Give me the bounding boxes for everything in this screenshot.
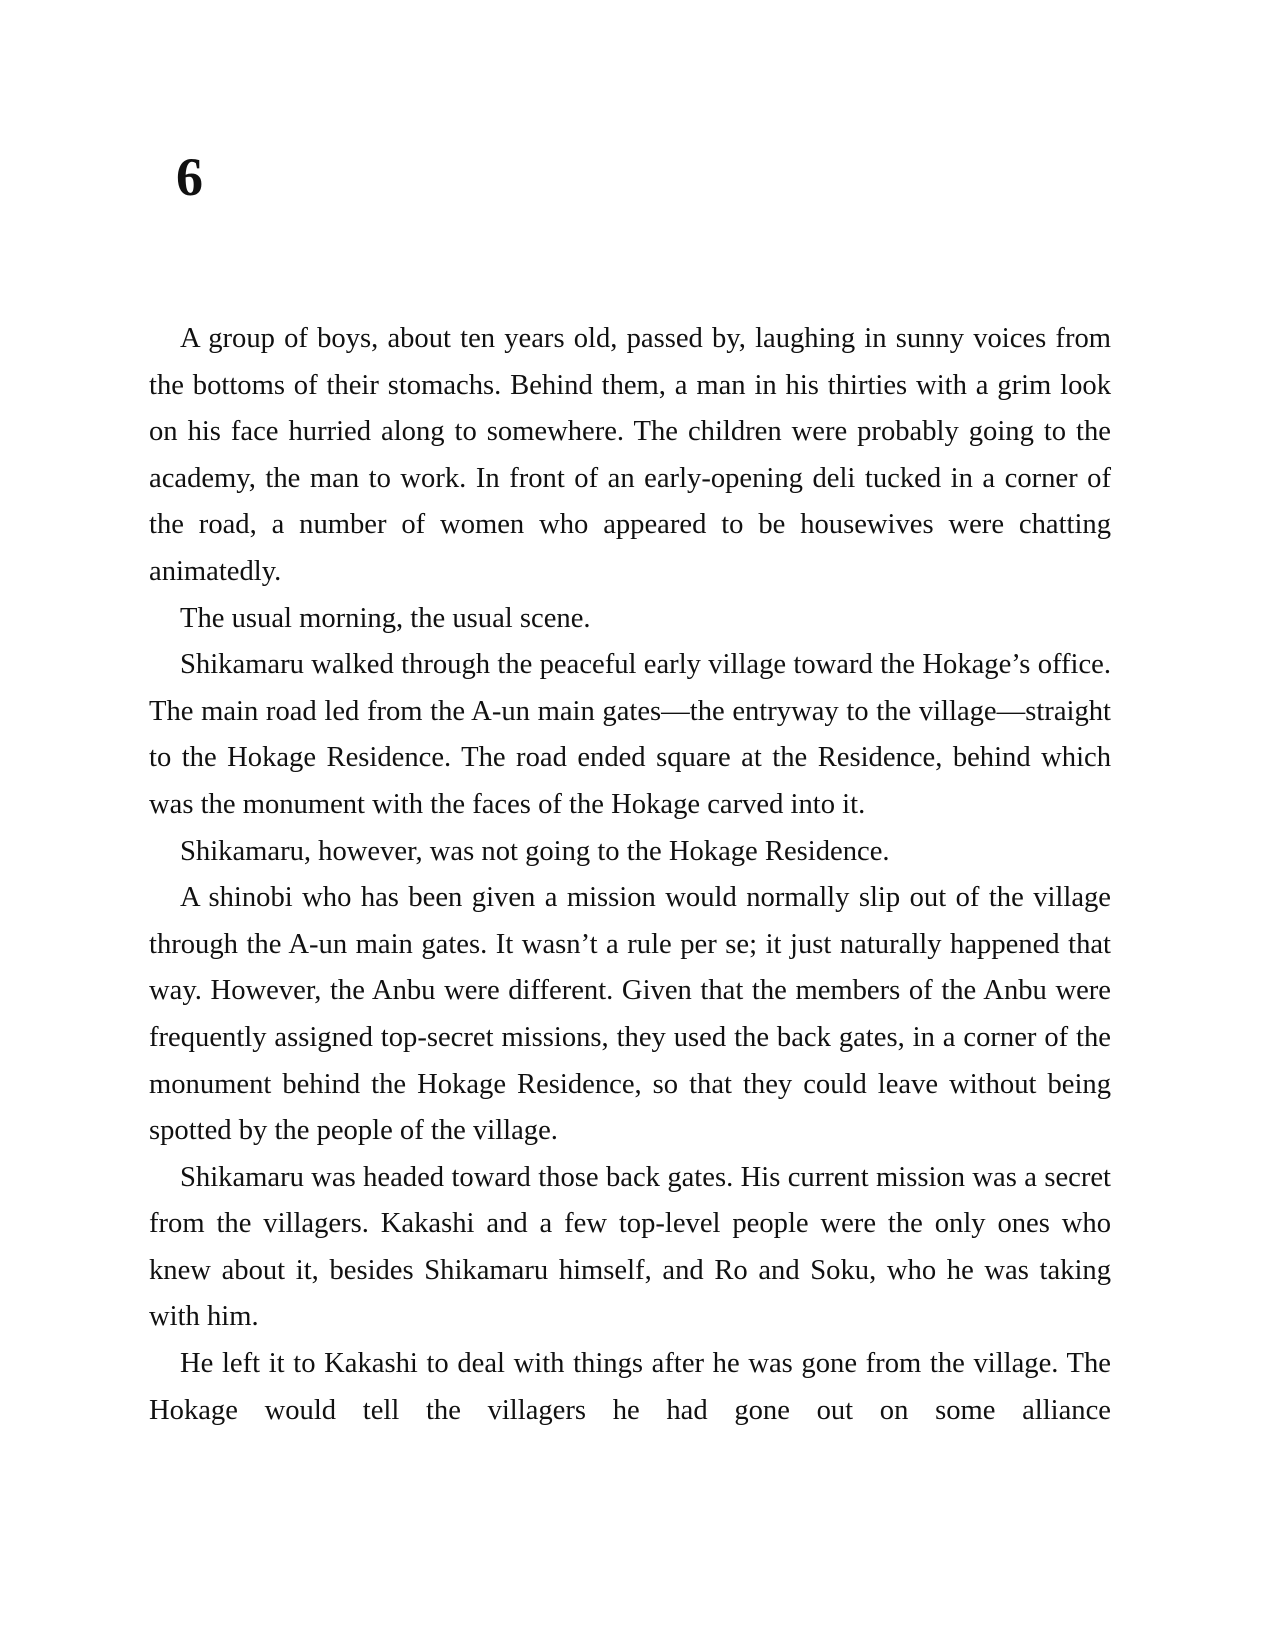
paragraph: A shinobi who has been given a mission would normally slip out of the village through the A-un main gates. It wasn’t a rule per se; it just naturally happened that way. However, the Anbu were different. Given that the members of the Anbu were frequently assigned top-secret missions, they used the back gates, in a corner of the monument behind the Hokage Residence, so that they could leave without being spotted by the people of the village. [149,882,1111,1147]
paragraph: Shikamaru, however, was not going to the Hokage Residence. [180,835,890,867]
paragraph: Shikamaru was headed toward those back gates. His current mission was a secret from the villagers. Kakashi and a few top-level people were the only ones who knew about it, besides Shikamaru himself, and Ro and Soku, who he was taking with him. [149,1161,1111,1333]
paragraph: He left it to Kakashi to deal with things after he was gone from the village. The Hokage would tell the villagers he had gone out on some alliance [149,1348,1111,1426]
paragraph: A group of boys, about ten years old, passed by, laughing in sunny voices from the bottoms of their stomachs. Behind them, a man in his thirties with a grim look on his face hurried along to somewhere. The children were probably going to the academy, the man to work. In front of an early-opening deli tucked in a corner of the road, a number of women who appeared to be housewives were chatting animatedly. [149,323,1111,587]
paragraph: The usual morning, the usual scene. [180,602,591,634]
chapter-number: 6 [176,147,203,207]
paragraph: Shikamaru walked through the peaceful early village toward the Hokage’s office. The main road led from the A-un main gates—the entryway to the village—straight to the Hokage Residence. The road ended square at the Residence, behind which was the monument with the faces of the Hokage carved into it. [149,649,1111,820]
chapter-body [149,316,1111,1434]
